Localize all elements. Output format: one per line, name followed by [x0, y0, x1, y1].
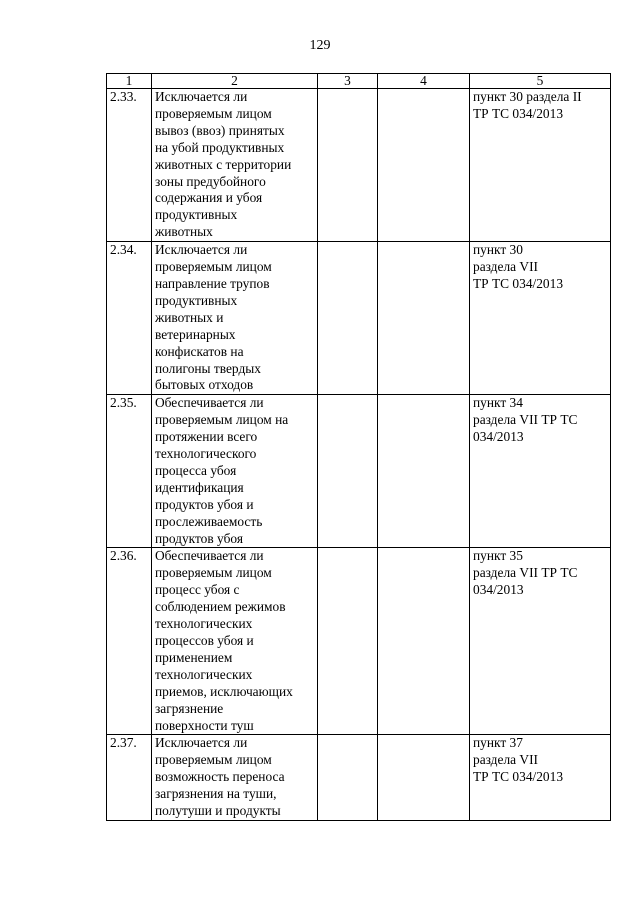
- question-line: проверяемым лицом: [155, 752, 272, 768]
- table-row: [107, 395, 611, 548]
- col4-cell: [378, 242, 470, 395]
- header-col-2: 2: [152, 74, 318, 89]
- col4-cell: [378, 548, 470, 735]
- question-line: проверяемым лицом: [155, 105, 272, 121]
- question-line: поверхности туш: [155, 717, 254, 733]
- question-line: Исключается ли: [155, 242, 248, 258]
- question-line: идентификация: [155, 479, 244, 495]
- reference-line: раздела VII: [473, 259, 539, 275]
- question-line: ветеринарных: [155, 326, 236, 342]
- question-line: содержания и убоя: [155, 190, 263, 206]
- question-line: на убой продуктивных: [155, 139, 285, 155]
- question-line: приемов, исключающих: [155, 683, 293, 699]
- reference-line: пункт 37: [473, 735, 523, 751]
- reference-line: пункт 30 раздела II: [473, 89, 582, 104]
- question-line: процесса убоя: [155, 462, 237, 478]
- table-row: [107, 89, 611, 242]
- question-line: полигоны твердых: [155, 360, 261, 376]
- row-number: 2.37.: [107, 735, 152, 821]
- question-line: прослеживаемость: [155, 513, 263, 529]
- reference-cell: [470, 735, 611, 821]
- question-line: конфискатов на: [155, 343, 244, 359]
- reference-cell: [470, 548, 611, 735]
- question-line: технологических: [155, 666, 253, 682]
- reference-cell: [470, 89, 611, 242]
- reference-line: 034/2013: [473, 582, 524, 598]
- col3-cell: [318, 89, 378, 242]
- page-number: 129: [309, 38, 331, 53]
- reference-cell: [470, 242, 611, 395]
- col4-cell: [378, 735, 470, 821]
- question-line: животных: [155, 224, 213, 240]
- question-line: полутуши и продукты: [155, 803, 281, 819]
- question-line: продуктивных: [155, 292, 238, 308]
- question-line: проверяемым лицом: [155, 259, 272, 275]
- table-row: [107, 735, 611, 821]
- table-body: [107, 89, 611, 821]
- question-cell: [152, 242, 318, 395]
- question-line: применением: [155, 649, 233, 665]
- question-cell: [152, 735, 318, 821]
- header-row: [107, 74, 611, 89]
- question-line: загрязнения на туши,: [155, 786, 277, 802]
- reference-line: раздела VII ТР ТС: [473, 565, 578, 581]
- question-line: бытовых отходов: [155, 377, 254, 393]
- row-number: 2.34.: [107, 242, 152, 395]
- question-line: Исключается ли: [155, 89, 248, 104]
- question-line: Исключается ли: [155, 735, 248, 751]
- reference-cell: [470, 395, 611, 548]
- question-cell: [152, 395, 318, 548]
- row-number: 2.36.: [107, 548, 152, 735]
- reference-line: раздела VII ТР ТС: [473, 412, 578, 428]
- reference-line: пункт 34: [473, 395, 523, 411]
- col3-cell: [318, 242, 378, 395]
- row-number: 2.35.: [107, 395, 152, 548]
- checklist-table: [106, 73, 611, 821]
- question-line: животных с территории: [155, 156, 292, 172]
- question-line: вывоз (ввоз) принятых: [155, 122, 285, 138]
- reference-line: 034/2013: [473, 429, 524, 445]
- table-row: [107, 242, 611, 395]
- question-line: продуктов убоя: [155, 530, 243, 546]
- col3-cell: [318, 395, 378, 548]
- reference-line: пункт 30: [473, 242, 523, 258]
- table-header: [107, 74, 611, 89]
- question-cell: [152, 89, 318, 242]
- question-line: животных и: [155, 309, 224, 325]
- question-line: проверяемым лицом: [155, 565, 272, 581]
- question-line: технологических: [155, 616, 253, 632]
- question-line: направление трупов: [155, 275, 270, 291]
- question-line: протяжении всего: [155, 429, 258, 445]
- question-line: загрязнение: [155, 700, 224, 716]
- question-line: возможность переноса: [155, 769, 285, 785]
- question-line: продуктивных: [155, 207, 238, 223]
- reference-line: раздела VII: [473, 752, 539, 768]
- reference-line: ТР ТС 034/2013: [473, 769, 564, 785]
- row-number: 2.33.: [107, 89, 152, 242]
- question-line: продуктов убоя и: [155, 496, 254, 512]
- header-col-4: 4: [378, 74, 470, 89]
- question-line: процессов убоя и: [155, 633, 254, 648]
- reference-line: пункт 35: [473, 548, 523, 564]
- table-row: [107, 548, 611, 735]
- header-col-5: 5: [470, 74, 611, 89]
- question-line: проверяемым лицом на: [155, 412, 289, 428]
- col4-cell: [378, 395, 470, 548]
- question-cell: [152, 548, 318, 735]
- reference-line: ТР ТС 034/2013: [473, 275, 564, 291]
- col3-cell: [318, 548, 378, 735]
- col3-cell: [318, 735, 378, 821]
- header-col-1: 1: [107, 74, 152, 89]
- header-col-3: 3: [318, 74, 378, 89]
- col4-cell: [378, 89, 470, 242]
- question-line: Обеспечивается ли: [155, 395, 264, 411]
- question-line: соблюдением режимов: [155, 599, 286, 615]
- question-line: процесс убоя с: [155, 582, 240, 598]
- reference-line: ТР ТС 034/2013: [473, 105, 564, 121]
- question-line: технологического: [155, 446, 257, 462]
- question-line: Обеспечивается ли: [155, 548, 264, 564]
- question-line: зоны предубойного: [155, 173, 266, 189]
